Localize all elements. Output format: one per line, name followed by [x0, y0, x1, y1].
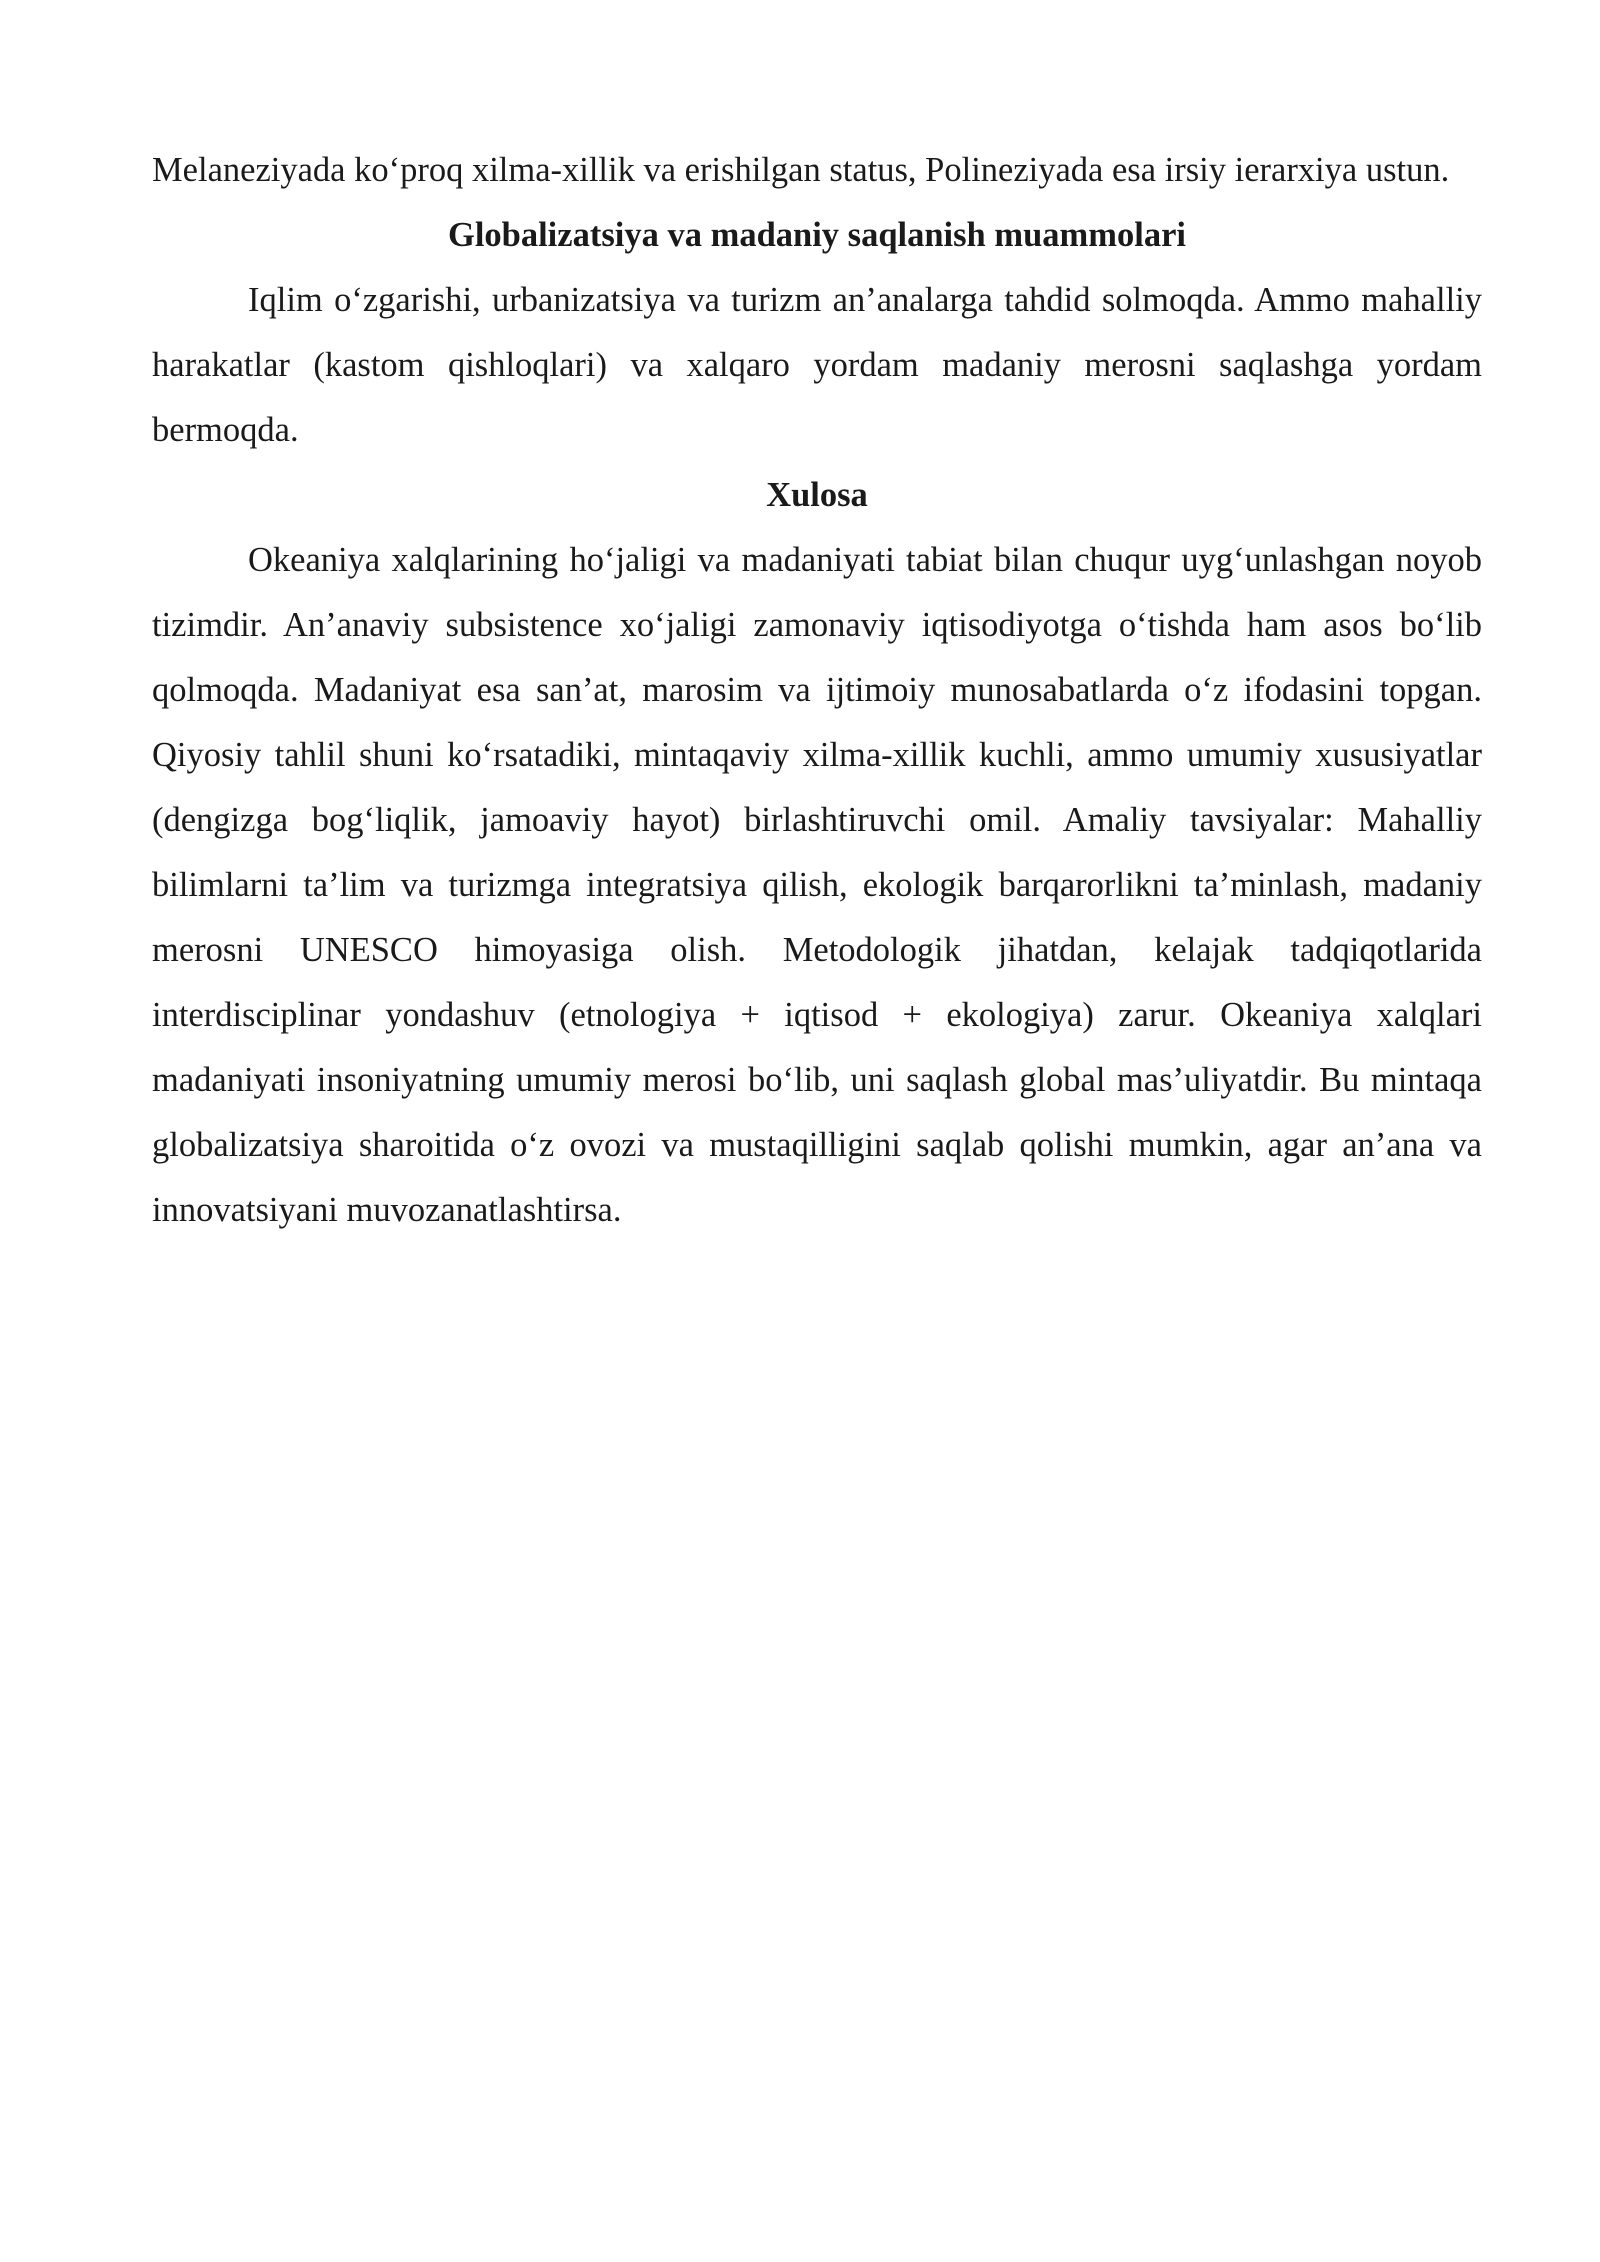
- section-paragraph-globalization: Iqlim o‘zgarishi, urbanizatsiya va turizm an’analarga tahdid solmoqda. Ammo mahalliy harakatlar (kastom qishloqlari) va xalqaro yordam madaniy merosni saqlashga yordam bermoqda.: [152, 281, 1482, 449]
- section-heading-conclusion: Xulosa: [766, 476, 868, 514]
- section-paragraph-conclusion: Okeaniya xalqlarining ho‘jaligi va madaniyati tabiat bilan chuqur uyg‘unlashgan noyob tizimdir. An’anaviy subsistence xo‘jaligi zamonaviy iqtisodiyotga o‘tishda ham asos bo‘lib qolmoqda. Madaniyat esa san’at, marosim va ijtimoiy munosabatlarda o‘z ifodasini topgan. Qiyosiy tahlil shuni ko‘rsatadiki, mintaqaviy xilma-xillik kuchli, ammo umumiy xususiyatlar (dengizga bog‘liqlik, jamoaviy hayot) birlashtiruvchi omil. Amaliy tavsiyalar: Mahalliy bilimlarni ta’lim va turizmga integratsiya qilish, ekologik barqarorlikni ta’minlash, madaniy merosni UNESCO himoyasiga olish. Metodologik jihatdan, kelajak tadqiqotlarida interdisciplinar yondashuv (etnologiya + iqtisod + ekologiya) zarur. Okeaniya xalqlari madaniyati insoniyatning umumiy merosi bo‘lib, uni saqlash global mas’uliyatdir. Bu mintaqa globalizatsiya sharoitida o‘z ovozi va mustaqilligini saqlab qolishi mumkin, agar an’ana va innovatsiyani muvozanatlashtirsa.: [152, 541, 1482, 1229]
- intro-paragraph: Melaneziyada ko‘proq xilma-xillik va erishilgan status, Polineziyada esa irsiy ierarxiya ustun.: [152, 151, 1450, 189]
- document-page: [152, 138, 1482, 1243]
- section-heading-globalization: Globalizatsiya va madaniy saqlanish muammolari: [447, 216, 1186, 254]
